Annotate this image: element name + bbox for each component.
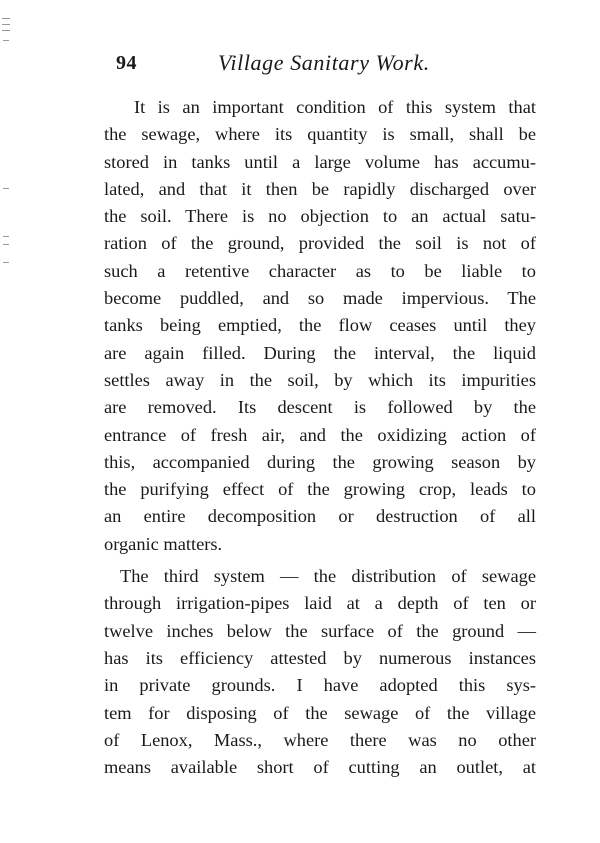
text-line: has its efficiency attested by numerous instances [104, 647, 536, 668]
text-line: become puddled, and so made impervious. The [104, 288, 536, 309]
running-title: Village Sanitary Work. [218, 50, 430, 75]
margin-mark [3, 262, 9, 263]
text-line: twelve inches below the surface of the ground — [104, 620, 536, 641]
margin-mark [3, 188, 9, 189]
text-line: are removed. Its descent is followed by the [104, 397, 536, 418]
text-line: tem for disposing of the sewage of the village [104, 702, 536, 723]
margin-mark [2, 24, 10, 25]
text-line: tanks being emptied, the flow ceases until they [104, 315, 536, 336]
text-line: The third system — the distribution of sewage [120, 566, 536, 587]
text-line: this, accompanied during the growing season by [104, 451, 536, 472]
text-line: stored in tanks until a large volume has accumu- [104, 151, 536, 172]
margin-mark [2, 30, 10, 31]
margin-mark [2, 18, 10, 19]
text-line: organic matters. [104, 533, 223, 554]
text-line: settles away in the soil, by which its impurities [104, 369, 536, 390]
text-line: through irrigation-pipes laid at a depth of ten or [104, 593, 536, 614]
page-number: 94 [116, 52, 137, 74]
margin-mark [3, 244, 9, 245]
text-line: are again filled. During the interval, the liquid [104, 342, 536, 363]
text-line: means available short of cutting an outlet, at [104, 757, 536, 778]
text-line: entrance of fresh air, and the oxidizing action of [104, 424, 536, 445]
page-header [110, 50, 530, 84]
text-line: It is an important condition of this system that [134, 97, 536, 117]
body-text [104, 94, 536, 781]
text-line: the purifying effect of the growing crop, leads to [104, 479, 536, 500]
margin-mark [3, 236, 9, 237]
text-line: the soil. There is no objection to an actual satu- [104, 206, 536, 227]
text-line: such a retentive character as to be liable to [104, 260, 536, 281]
margin-mark [3, 40, 9, 41]
text-line: in private grounds. I have adopted this sys- [104, 675, 536, 696]
text-line: the sewage, where its quantity is small, shall be [104, 124, 536, 145]
text-line: ration of the ground, provided the soil is not of [104, 233, 536, 254]
text-line: of Lenox, Mass., where there was no other [104, 729, 536, 750]
text-line: an entire decomposition or destruction of all [104, 506, 536, 527]
text-line: lated, and that it then be rapidly discharged over [104, 178, 536, 199]
